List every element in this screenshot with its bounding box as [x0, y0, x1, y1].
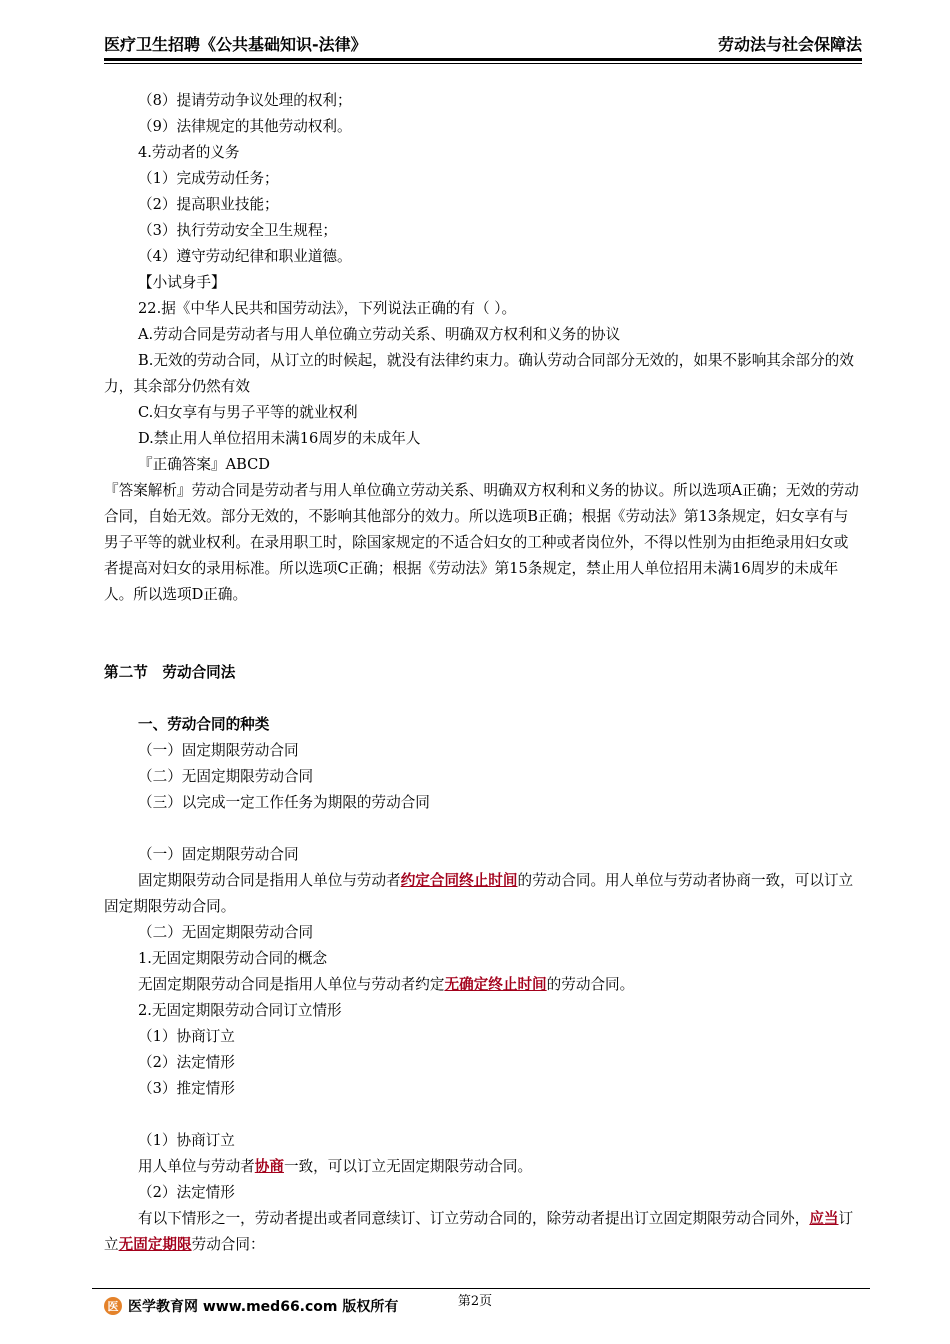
text-line: （三）以完成一定工作任务为期限的劳动合同	[138, 794, 430, 811]
highlight-term: 应当	[809, 1210, 839, 1227]
text-line: （2）法定情形	[138, 1184, 235, 1201]
text-line: （1）协商订立	[138, 1028, 235, 1045]
text-line: 2.无固定期限劳动合同订立情形	[138, 1002, 342, 1019]
text-line: （2）法定情形	[138, 1054, 235, 1071]
highlight-term: 无固定期限	[118, 1236, 192, 1253]
header-rule-thick	[104, 58, 862, 61]
section-title: 第二节 劳动合同法	[104, 664, 236, 681]
text-line: （3）执行劳动安全卫生规程；	[138, 222, 338, 239]
correct-answer: 『正确答案』ABCD	[138, 456, 270, 473]
text-line: （1）协商订立	[138, 1132, 235, 1149]
page-number: 第2页	[457, 1294, 493, 1309]
text-line: 4.劳动者的义务	[138, 144, 240, 161]
text-line: 1.无固定期限劳动合同的概念	[138, 950, 328, 967]
option-d: D.禁止用人单位招用未满16周岁的未成年人	[138, 430, 421, 447]
question-22: 22.据《中华人民共和国劳动法》，下列说法正确的有（ ）。	[138, 300, 517, 317]
text-line: （1）完成劳动任务；	[138, 170, 279, 187]
footer-brand	[104, 1296, 398, 1316]
text-line: （9）法律规定的其他劳动权利。	[138, 118, 352, 135]
text-line: （4）遵守劳动纪律和职业道德。	[138, 248, 352, 265]
text-line: （8）提请劳动争议处理的权利；	[138, 92, 352, 109]
highlight-term: 无确定终止时间	[444, 976, 547, 993]
legal-case-paragraph: 有以下情形之一，劳动者提出或者同意续订、订立劳动合同的，除劳动者提出订立固定期限劳动合同外，应当订立无固定期限劳动合同：	[104, 1210, 854, 1253]
text-line: （二）无固定期限劳动合同	[138, 768, 314, 785]
text-line: （2）提高职业技能；	[138, 196, 279, 213]
header-rule-thin	[104, 63, 862, 64]
page-header	[104, 30, 862, 56]
text-line: （3）推定情形	[138, 1080, 235, 1097]
practice-heading: 【小试身手】	[138, 274, 226, 291]
subsection-title: 一、劳动合同的种类	[138, 716, 270, 733]
highlight-term: 约定合同终止时间	[400, 872, 518, 889]
text-line: （二）无固定期限劳动合同	[138, 924, 314, 941]
footer-copyright: 医学教育网 www.med66.com 版权所有	[128, 1299, 399, 1315]
med66-logo-icon: 医	[104, 1297, 122, 1315]
answer-analysis: 『答案解析』劳动合同是劳动者与用人单位确立劳动关系、明确双方权利和义务的协议。所以选项A正确；无效的劳动合同，自始无效。部分无效的，不影响其他部分的效力。所以选项B正确；根据《劳动法》第13条规定，妇女享有与男子平等的就业权利。在录用职工时，除国家规定的不适合妇女的工种或者岗位外，不得以性别为由拒绝录用妇女或者提高对妇女的录用标准。所以选项C正确；根据《劳动法》第15条规定，禁止用人单位招用未满16周岁的未成年人。所以选项D正确。	[104, 482, 859, 603]
footer-rule	[92, 1288, 870, 1289]
document-body	[104, 88, 862, 1258]
option-b: B.无效的劳动合同，从订立的时候起，就没有法律约束力。确认劳动合同部分无效的，如果不影响其余部分的效力，其余部分仍然有效	[104, 352, 854, 395]
highlight-term: 协商	[254, 1158, 284, 1175]
header-title: 医疗卫生招聘《公共基础知识-法律》	[104, 35, 367, 54]
text-line: （一）固定期限劳动合同	[138, 742, 299, 759]
text-line: （一）固定期限劳动合同	[138, 846, 299, 863]
negotiation-paragraph: 用人单位与劳动者协商一致，可以订立无固定期限劳动合同。	[138, 1158, 533, 1175]
header-chapter: 劳动法与社会保障法	[717, 35, 862, 54]
concept-paragraph: 无固定期限劳动合同是指用人单位与劳动者约定无确定终止时间的劳动合同。	[138, 976, 635, 993]
option-a: A.劳动合同是劳动者与用人单位确立劳动关系、明确双方权利和义务的协议	[138, 326, 621, 343]
option-c: C.妇女享有与男子平等的就业权利	[138, 404, 358, 421]
fixed-term-paragraph: 固定期限劳动合同是指用人单位与劳动者约定合同终止时间的劳动合同。用人单位与劳动者协商一致，可以订立固定期限劳动合同。	[104, 872, 854, 915]
